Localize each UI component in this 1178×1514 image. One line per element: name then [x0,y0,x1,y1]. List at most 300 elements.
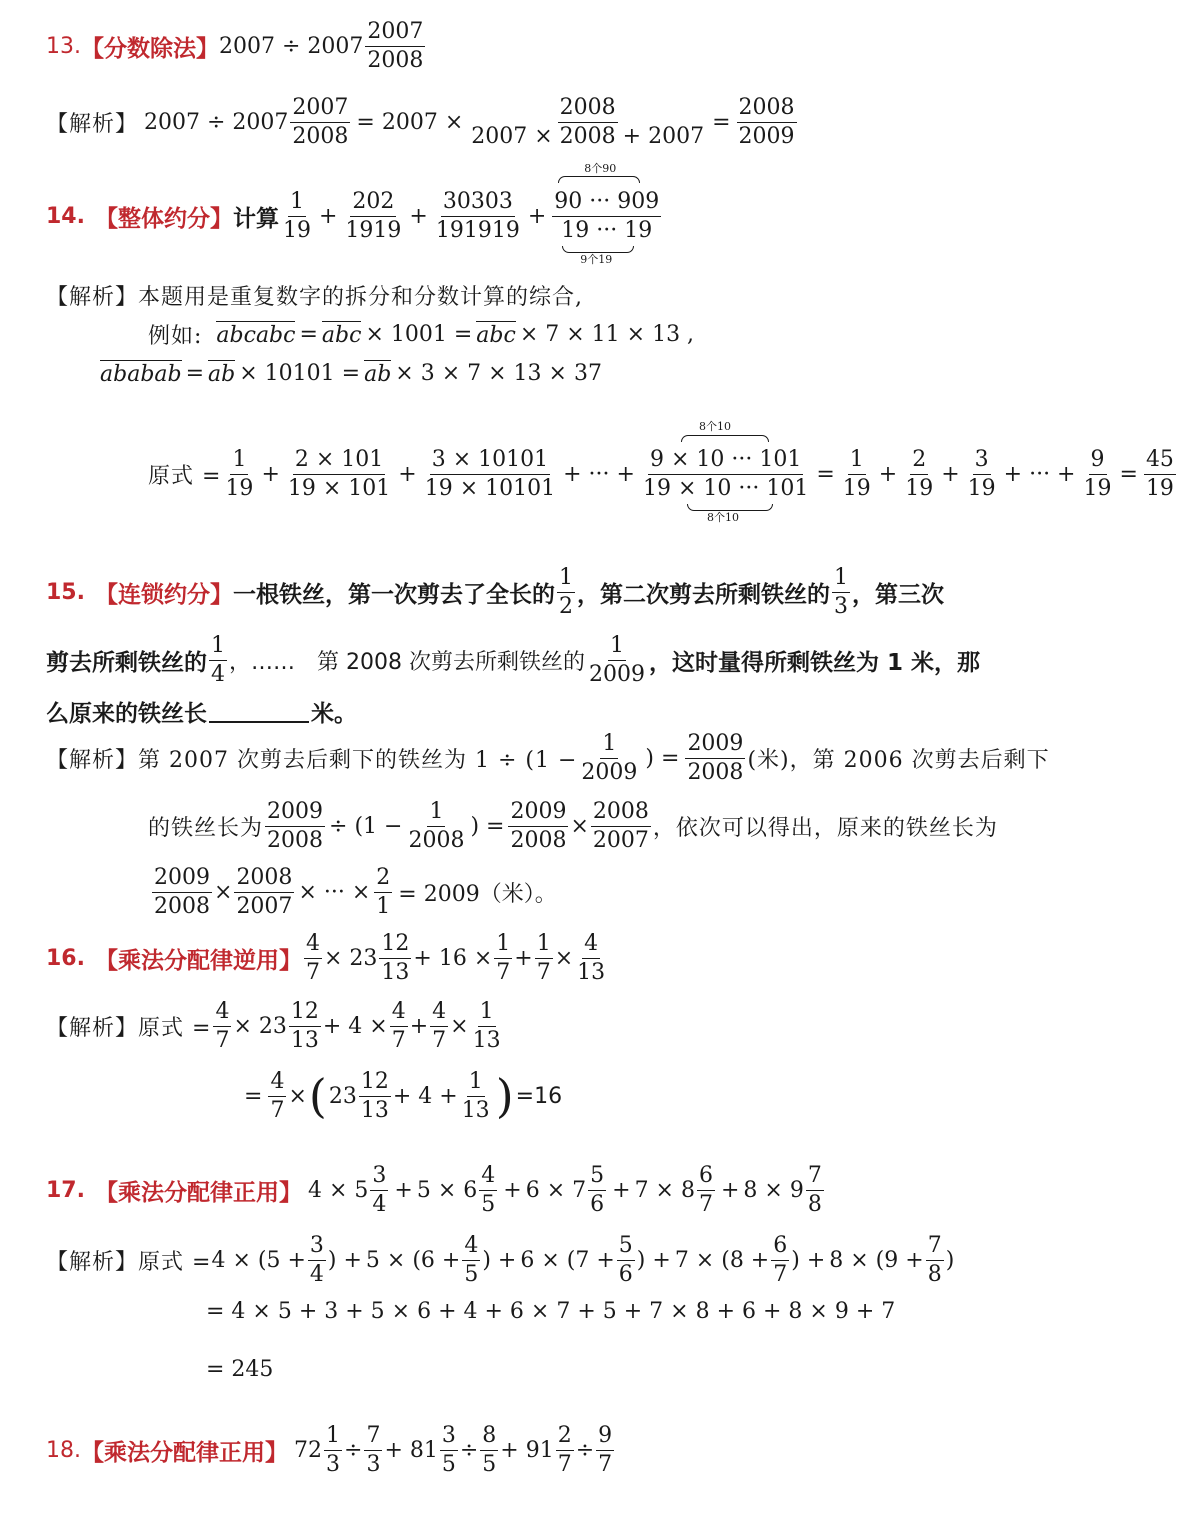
denominator: 19 [225,475,254,501]
expression-text: 5 × (6 + [365,1247,461,1273]
problem-text: 一根铁丝，第一次剪去了全长的 [232,581,555,608]
expression-text: = 2007 × [356,109,464,135]
numerator: 2008 [234,865,294,892]
fraction [832,565,850,619]
denominator: 7 [305,959,320,985]
fraction [281,189,313,243]
expression-text: ÷ [459,1437,479,1463]
expression-text: + 4 × [322,1013,388,1039]
denominator: 2009 [581,759,638,785]
brace-label-bottom: 9个19 [580,253,613,267]
problem-text: 么原来的铁丝长 [46,700,207,727]
expression-text: × 3 × 7 × 13 × 37 [395,360,602,386]
ellipsis: + ··· + [1003,461,1076,487]
numerator: 2007 [365,19,425,46]
plus-sign: + [261,461,280,487]
fraction [469,95,706,149]
fraction [365,19,425,73]
problem-15-solution-3 [150,860,557,924]
fraction [460,1069,492,1123]
problem-tag: 【连锁约分】 [94,581,233,608]
denominator: 13 [381,959,410,985]
analysis-label: 【解析】 [46,1249,139,1275]
denominator: 2008 [292,123,349,149]
problem-17-solution-1 [46,1228,958,1292]
numerator: 202 [350,189,396,216]
denominator: 13 [472,1027,501,1053]
problem-number: 15. [46,579,85,605]
expression-text: ÷ [575,1437,595,1463]
expression-text: × 23 [233,1013,287,1039]
fraction [587,633,647,687]
numerator: 1 [478,999,496,1026]
original-expression-label: 原式 = [138,1249,212,1275]
problem-15-line-1 [46,560,944,624]
expression-text: 6 × (7 + [520,1247,615,1273]
numerator: 4 [304,931,322,958]
numerator: 8 [480,1423,498,1450]
denominator: 2008 [267,827,324,853]
problem-number: 17. [46,1177,85,1203]
fraction [494,931,512,985]
expression-text: = 2009（米）。 [398,881,557,907]
expression-text: + [409,1013,429,1039]
denominator: 7 [432,1027,447,1053]
numerator: 7 [926,1233,944,1260]
denominator: 19 [1145,475,1174,501]
plus-sign: + [720,1177,740,1203]
numerator: 90 ··· 909 [552,189,661,216]
problem-14-statement [46,162,663,267]
denominator: 19 [1083,475,1112,501]
solution-text: (米)，第 2006 次剪去后剩下 [747,747,1050,773]
fraction [423,447,557,501]
expression-text: 23 [328,1083,357,1109]
problem-text: ，第三次 [851,581,944,608]
expression-text: 4 × 5 [307,1177,369,1203]
numerator: 3 [308,1233,326,1260]
numerator: 1 [557,565,575,592]
expression-text: + 81 [384,1437,438,1463]
denominator: 4 [211,661,225,687]
denominator: 19 ··· 19 [561,217,653,243]
expression-text: 5 × 6 [416,1177,478,1203]
numerator: 3 [973,447,991,474]
fraction [579,731,639,785]
problem-text: 剪去所剩铁丝的 [46,649,207,676]
denominator: 8 [927,1261,942,1287]
problem-14-solution-intro [46,280,583,310]
overlined-number: ab [364,361,392,387]
denominator: 1 [376,893,391,919]
bottom-brace [562,246,634,253]
fraction [903,447,935,501]
times-sign: × [288,1083,307,1109]
analysis-label: 【解析】 [46,1015,139,1041]
plus-sign: + [612,1177,631,1203]
fraction [556,1423,574,1477]
expression-text: + 4 + [392,1083,458,1109]
problem-text: 米。 [311,700,357,727]
denominator: 2007 [592,827,649,853]
solution-text: ，依次可以得出，原来的铁丝长为 [652,815,998,841]
problem-text: ，这时量得所剩铁丝为 1 米，那 [648,649,981,676]
denominator: 5 [441,1451,456,1477]
fraction [552,162,661,267]
numerator: 1 [324,1423,342,1450]
numerator: 1 [832,565,850,592]
fraction [1082,447,1114,501]
denominator: 2 [558,593,573,619]
expression-text: ) + [482,1247,517,1273]
denominator: 2007 × 2008 + 2007 [471,123,705,149]
numerator: 45 [1144,447,1176,474]
numerator: 1 [467,1069,485,1096]
expression-text: 8 × 9 [743,1177,804,1203]
analysis-label: 【解析】 [46,747,139,773]
denominator: 6 [590,1191,605,1217]
fraction [234,865,294,919]
denominator: 7 [557,1451,572,1477]
times-sign: × [214,879,233,905]
expression-text: 7 × (8 + [674,1247,770,1273]
fraction [641,420,810,525]
fraction [370,1163,388,1217]
expression-text: 8 × (9 + [829,1247,924,1273]
problem-17-solution-3 [206,1354,273,1384]
denominator: 2007 [236,893,293,919]
numerator: 4 [430,999,448,1026]
numerator: 2 × 101 [293,447,385,474]
expression-text: 4 × (5 + [211,1247,306,1273]
numerator: 2008 [558,95,618,122]
expression-text: 6 × 7 [525,1177,587,1203]
fraction [591,799,651,853]
numerator: 9 [1089,447,1107,474]
brace-label-bottom: 8个10 [706,511,739,525]
fraction [926,1233,944,1287]
plus-sign: + [409,203,428,229]
fraction [209,633,227,687]
overlined-number: abcabc [216,322,296,348]
problem-17-solution-2 [206,1296,895,1326]
denominator: 7 [496,959,511,985]
numerator: 12 [359,1069,391,1096]
denominator: 4 [372,1191,387,1217]
denominator: 1919 [345,217,402,243]
fraction [434,189,522,243]
fraction [379,931,411,985]
overlined-number: ab [208,361,236,387]
denominator: 13 [360,1097,389,1123]
numerator: 3 [440,1423,458,1450]
expression-text: × [554,945,574,971]
problem-16-solution-1 [46,994,505,1058]
expression-text: × [450,1013,469,1039]
denominator: 191919 [435,217,520,243]
numerator: 2 [556,1423,574,1450]
overlined-number: abc [321,322,362,348]
denominator: 19 [842,475,871,501]
equals-sign: = [244,1083,263,1109]
expression-text: × 10101 = [239,360,361,386]
answer-blank[interactable] [209,699,309,723]
expression-text: 7 × 8 [634,1177,695,1203]
denominator: 7 [536,959,551,985]
fraction [1144,447,1176,501]
denominator: 19 [967,475,996,501]
numerator: 12 [379,931,411,958]
denominator: 19 [905,475,934,501]
numerator: 1 [535,931,553,958]
analysis-label: 【解析】 [46,284,139,310]
expression-text: + 16 × [413,945,493,971]
fraction [359,1069,391,1123]
numerator: 1 [494,931,512,958]
fraction [430,999,448,1053]
denominator: 19 × 10 ··· 101 [642,475,809,501]
numerator: 2008 [591,799,651,826]
problem-18-statement [46,1418,616,1482]
fraction [304,931,322,985]
problem-13-solution [46,90,799,154]
fraction [440,1423,458,1477]
numerator: 30303 [441,189,515,216]
fraction [685,731,745,785]
expression-text: ) + [327,1247,362,1273]
numerator: 4 [213,999,231,1026]
fraction [223,447,255,501]
fraction [265,799,325,853]
fraction [841,447,873,501]
numerator: 2 [374,865,392,892]
denominator: 19 [282,217,311,243]
example-line-2: ababab = ab × 10101 = ab × 3 × 7 × 13 × 37 [100,360,602,387]
fraction [588,1163,606,1217]
expression-text: = 4 × 5 + 3 + 5 × 6 + 4 + 6 × 7 + 5 + 7 × 8 + 6 + 8 × 9 + 7 [206,1298,896,1324]
expression-text: ) = [645,745,680,771]
fraction [596,1423,614,1477]
denominator: 5 [482,1451,497,1477]
solution-text: 本题用是重复数字的拆分和分数计算的综合, [138,284,584,310]
numerator: 1 [288,189,306,216]
numerator: 2007 [290,95,350,122]
fraction [152,865,212,919]
expression-text: × 7 × 11 × 13 , [519,321,695,347]
problem-15-solution-2 [148,794,998,858]
fraction [480,1423,498,1477]
ellipsis: + ··· + [563,461,635,487]
denominator: 2008 [687,759,744,785]
right-paren: ) [495,1069,514,1123]
fraction [324,1423,342,1477]
plus-sign: + [318,203,338,229]
problem-lead: 计算 [232,205,279,232]
analysis-label: 【解析】 [46,111,139,137]
denominator: 3 [326,1451,340,1477]
denominator: 7 [598,1451,613,1477]
numerator: 4 [479,1163,497,1190]
problem-17-statement [46,1158,826,1222]
problem-text: ，…… 第 2008 次剪去所剩铁丝的 [229,649,585,675]
denominator: 4 [309,1261,324,1287]
denominator: 13 [577,959,606,985]
solution-terms [211,1233,958,1287]
fraction [343,189,403,243]
solution-text: 第 2007 次剪去后剩下的铁丝为 1 ÷ (1 − [138,747,578,773]
expression-text: 72 [294,1437,322,1463]
expression-text: = 245 [206,1356,274,1382]
numerator: 6 [771,1233,789,1260]
plus-sign: + [527,203,547,229]
fraction [290,95,350,149]
numerator: 4 [390,999,408,1026]
expression-text: ÷ [344,1437,363,1463]
numerator: 5 [588,1163,606,1190]
fraction [471,999,503,1053]
problem-tag: 【乘法分配律正用】 [94,1179,302,1206]
denominator: 2009 [738,123,795,149]
brace-label-top: 8个90 [584,162,617,176]
numerator: 5 [617,1233,635,1260]
fraction [213,999,231,1053]
problem-13-statement [46,14,427,78]
numerator: 4 [582,931,600,958]
fraction [462,1233,480,1287]
fraction [806,1163,824,1217]
fraction [390,999,408,1053]
expression-text: + [514,945,533,971]
denominator: 2008 [408,827,465,853]
original-expression-label: 原式 = [138,1015,212,1041]
expression-text: ) [945,1247,955,1273]
fraction [479,1163,497,1217]
numerator: 2009 [265,799,325,826]
denominator: 19 × 101 [287,475,391,501]
expression-text: × 23 [323,945,378,971]
problem-number: 13. [46,33,81,59]
numerator: 3 × 10101 [430,447,550,474]
denominator: 7 [215,1027,230,1053]
expression-text: × 1001 = [365,321,473,347]
brace-label-top: 8个10 [698,420,731,434]
denominator: 19 × 10101 [424,475,556,501]
left-paren: ( [308,1069,327,1123]
denominator: 2008 [154,893,210,919]
numerator: 7 [364,1423,382,1450]
numerator: 6 [697,1163,715,1190]
problem-tag: 【乘法分配律逆用】 [94,947,302,974]
problem-tag: 【整体约分】 [94,205,233,232]
numerator: 4 [268,1069,286,1096]
numerator: 1 [848,447,866,474]
numerator: 1 [608,633,626,660]
fraction [575,931,607,985]
fraction [508,799,568,853]
problem-text: ，第二次剪去所剩铁丝的 [576,581,830,608]
plus-sign: + [503,1177,522,1203]
denominator: 6 [618,1261,633,1287]
plus-sign: + [941,461,960,487]
denominator: 7 [391,1027,406,1053]
expression-text: ÷ (1 − [329,813,403,839]
problem-tag: 【乘法分配律正用】 [81,1439,288,1466]
numerator: 1 [427,799,445,826]
fraction [308,1233,326,1287]
numerator: 7 [806,1163,824,1190]
problem-tag: 【分数除法】 [81,35,219,62]
expression-text: + 91 [500,1437,554,1463]
plus-sign: + [878,461,898,487]
denominator: 3 [366,1451,381,1477]
problem-number: 14. [46,203,85,229]
expression-text: ) + [636,1247,671,1273]
plus-sign: + [394,1177,413,1203]
problem-15-line-3 [46,694,357,728]
numerator: 1 [209,633,227,660]
problem-16-solution-2 [244,1062,562,1130]
denominator: 7 [270,1097,285,1123]
denominator: 2008 [367,47,424,73]
expression-text: ) + [791,1247,826,1273]
numerator: 2008 [737,95,797,122]
denominator: 3 [833,593,848,619]
fraction [771,1233,789,1287]
denominator: 5 [464,1261,479,1287]
fraction [966,447,998,501]
denominator: 13 [290,1027,319,1053]
expression-text: 2007 ÷ 2007 [144,109,289,135]
denominator: 7 [698,1191,713,1217]
numerator: 1 [600,731,618,758]
problem-14-main-equation: 原式 = $\frac{1}{19}$ + $\frac{2 \times 101}{19 \times 101}$ + $\frac{3 \times 10101}{19 \times 10101}$ + ··· + 8个10 9 × 10 ··· 101 19 × 10 ··· 101 8个10 = $\frac{1}{19}$ + $\frac{2}{19}$ + $\frac{3}{19}$ + ··· + $\frac{9}{19}$ = $\frac{45}{19}$ [148,420,1174,525]
numerator: 1 [230,447,248,474]
fraction [268,1069,286,1123]
denominator: 2009 [588,661,645,687]
overlined-number: ababab [100,361,182,387]
numerator: 12 [289,999,321,1026]
numerator: 3 [370,1163,388,1190]
numerator: 2009 [152,865,212,892]
fraction [286,447,392,501]
solution-text: 的铁丝长为 [148,815,264,841]
expression-text: × ··· × [298,879,371,905]
numerator: 4 [462,1233,480,1260]
numerator: 2009 [685,731,745,758]
problem-16-statement [46,926,609,990]
expression-text: 2007 ÷ 2007 [219,33,364,59]
denominator: 8 [807,1191,822,1217]
fraction [535,931,553,985]
fraction [557,565,575,619]
denominator: 5 [481,1191,496,1217]
problem-15-solution-1 [46,726,1050,790]
example-label: 例如: [148,323,203,349]
fraction [737,95,797,149]
problem-15-line-2 [46,628,980,692]
numerator: 2009 [508,799,568,826]
fraction [617,1233,635,1287]
problem-number: 16. [46,945,85,971]
denominator: 13 [461,1097,490,1123]
overlined-number: abc [476,322,516,348]
fraction [374,865,392,919]
expression-terms [308,1163,826,1217]
times-sign: × [570,813,589,839]
example-line-1: 例如: abcabc = abc × 1001 = abc × 7 × 11 × 13 , [148,318,694,350]
top-brace [558,176,640,183]
numerator: 2 [910,447,928,474]
